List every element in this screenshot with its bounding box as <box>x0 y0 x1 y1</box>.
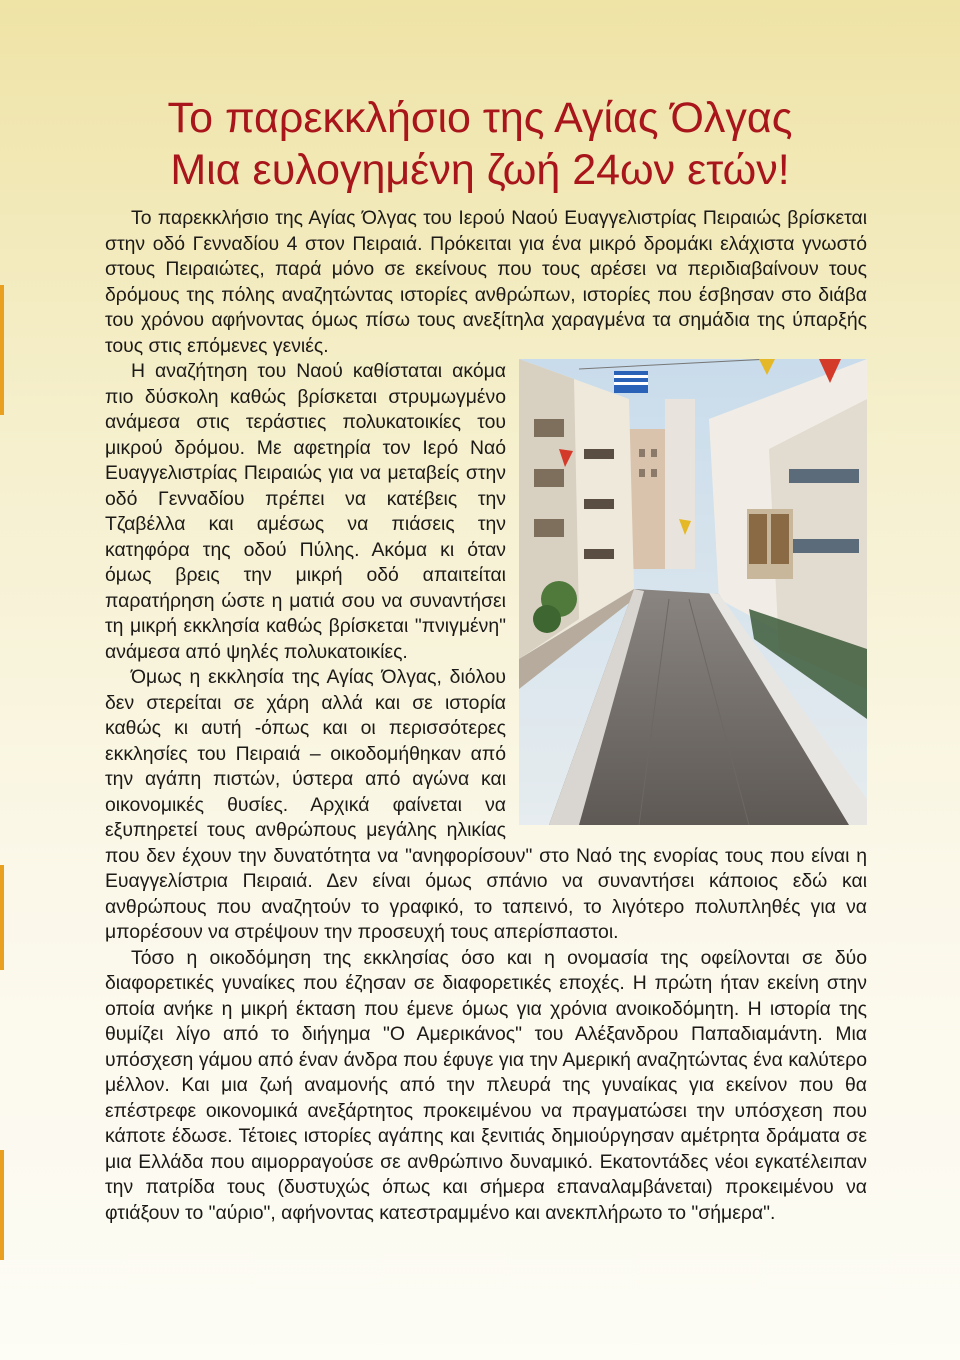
edge-marker <box>0 865 4 970</box>
paragraph-4: Τόσο η οικοδόμηση της εκκλησίας όσο και η ονομασία της οφείλονται σε δύο διαφορετικές γυναίκες που έζησαν σε διαφορετικές εποχές. Η πρώτη ήταν εκείνη στην οποία ανήκε η μικρή έκταση που έμενε όμως για χρόνια ανοικοδόμητη. Η ιστορία της θυμίζει λίγο από το διήγημα "Ο Αμερικάνος" του Αλέξανδρου Παπαδιαμάντη. Μια υπόσχεση γάμου από έναν άνδρα που έφυγε για την Αμερική αναζητώντας ένα καλύτερο μέλλον. Και μια ζωή αναμονής από την πλευρά της γυναίκας για εκείνον που θα επέστρεφε οικονομικά ανεξάρτητος προκειμένου να πραγματώσει την υπόσχεση που κάποτε έδωσε. Τέτοιες ιστορίες αγάπης και ξενιτιάς δημιούργησαν αμέτρητα δράματα σε μια Ελλάδα που αιμορραγούσε σε ανθρώπινο δυναμικό. Εκατοντάδες νέοι εγκατέλειπαν την πατρίδα τους (δυστυχώς όπως και σήμερα επαναλαμβάνεται) προκειμένου να φτιάξουν το "αύριο", αφήνοντας κατεστραμμένο και ανεκπλήρωτο το "σήμερα". <box>105 946 867 1224</box>
title-line-2: Μια ευλογημένη ζωή 24ων ετών! <box>170 146 790 194</box>
article-title <box>0 92 960 196</box>
street-photo <box>519 359 867 825</box>
paragraph-3: Όμως η εκκλησία της Αγίας Όλγας, διόλου δεν στερείται σε χάρη αλλά και σε ιστορία καθώς κι αυτή -όπως και οι περισσότερες εκκλησίες του Πειραιά – οικοδομήθηκαν από την αγάπη πιστών, ύστερα από αγώνα και οικονομικές θυσίες. Αρχικά φαίνεται να εξυπηρετεί τους ανθρώπους μεγάλης ηλικίας που δεν έχουν την δυνατότητα να "ανηφορίσουν" στο Ναό της ενορίας τους που είναι η Ευαγγελίστρια Πειραιά. Δεν είναι όμως σπάνιο να συναντήσει κάποιος εδώ και ανθρώπους που αναζητούν το γραφικό, το ταπεινό, το λιγότερο πολυπληθές για να μπορέσουν να στρέψουν την προσευχή τους απερίσπαστοι. <box>105 666 867 943</box>
edge-marker <box>0 1150 4 1260</box>
paragraph-2: Η αναζήτηση του Ναού καθίσταται ακόμα πιο δύσκολη καθώς βρίσκεται στρυμωγμένο ανάμεσα στις τεράστιες πολυκατοικίες του μικρού δρόμου. Με αφετηρία τον Ιερό Ναό Ευαγγελιστρίας Πειραιώς για να μεταβείς στην οδό Γενναδίου πρέπει να κατέβεις την Τζαβέλλα και αμέσως να πιάσεις την κατηφόρα της οδού Πύλης. Ακόμα κι όταν όμως βρεις την μικρή οδό απαιτείται παρατήρηση ώστε η ματιά σου να συναντήσει τη μικρή εκκλησία καθώς βρίσκεται "πνιγμένη" ανάμεσα από ψηλές πολυκατοικίες. <box>105 360 506 663</box>
title-line-1: Το παρεκκλήσιο της Αγίας Όλγας <box>167 94 793 142</box>
street-photo-illustration <box>519 359 867 825</box>
article-body <box>105 206 867 1226</box>
edge-marker <box>0 285 4 415</box>
paragraph-1: Το παρεκκλήσιο της Αγίας Όλγας του Ιερού Ναού Ευαγγελιστρίας Πειραιώς βρίσκεται στην οδό Γενναδίου 4 στον Πειραιά. Πρόκειται για ένα μικρό δρομάκι ελάχιστα γνωστό στους Πειραιώτες, παρά μόνο σε εκείνους που τους αρέσει να περιδιαβαίνουν τους δρόμους της πόλης αναζητώντας ιστορίες ανθρώπων, ιστορίες που έσβησαν στο διάβα του χρόνου αφήνοντας όμως πίσω τους ανεξίτηλα χαραγμένα τα σημάδια της ύπαρξής τους στις επόμενες γενιές. <box>105 207 867 357</box>
